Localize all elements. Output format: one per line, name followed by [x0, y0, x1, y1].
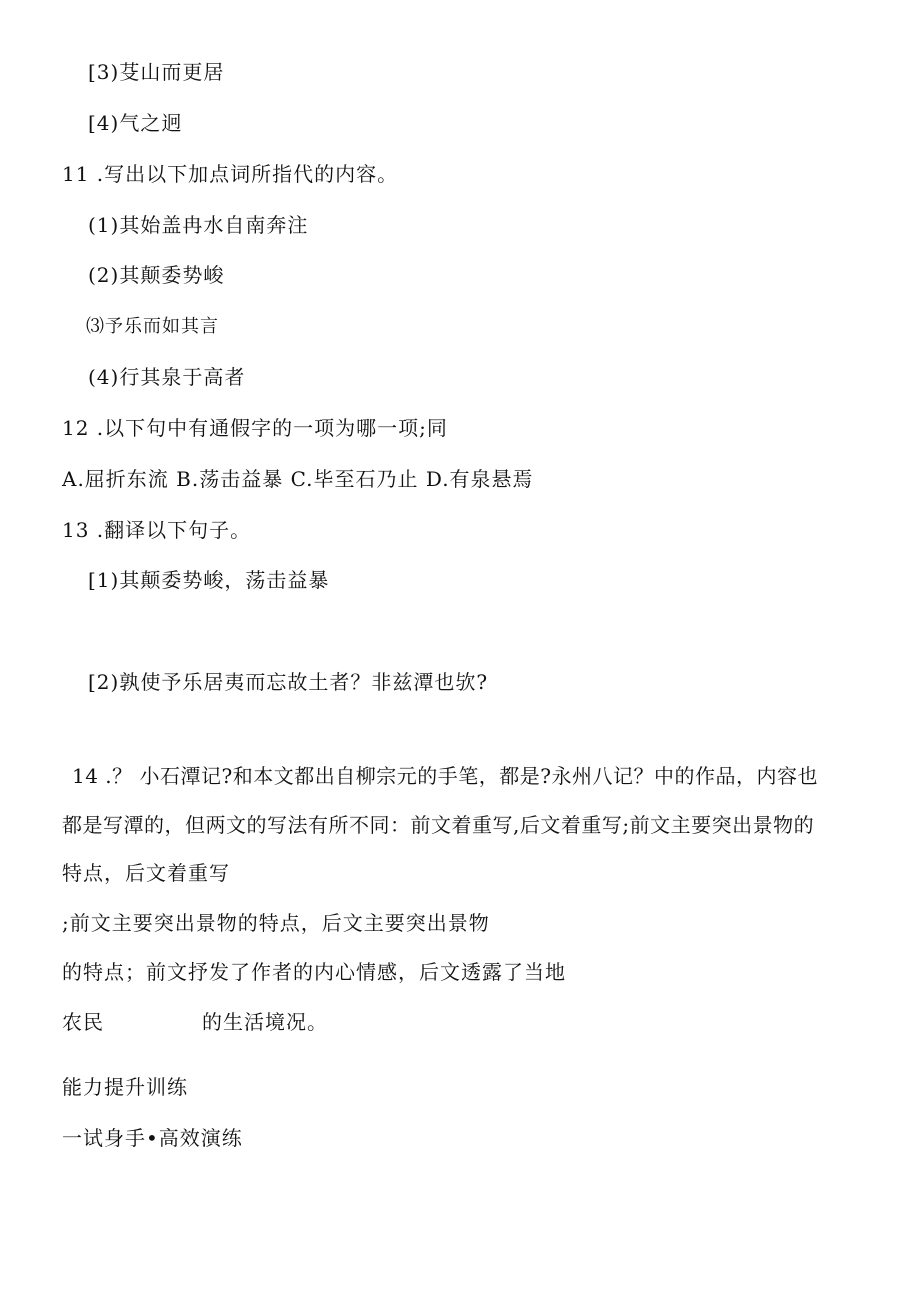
q10-item-4: [4)气之迥 — [88, 111, 183, 135]
q14-line-4: ;前文主要突出景物的特点，后文主要突出景物 — [62, 911, 490, 935]
q12-stem: 12 .以下句中有通假字的一项为哪一项;同 — [62, 416, 448, 440]
q13-item-2: [2)孰使予乐居夷而忘故土者？非兹潭也欤? — [88, 670, 489, 694]
q12-options: A.屈折东流 B.荡击益暴 C.毕至石乃止 D.有泉悬焉 — [62, 467, 534, 491]
q11-item-3: ⑶予乐而如其言 — [86, 316, 219, 337]
q11-item-4: (4)行其泉于高者 — [88, 365, 246, 389]
q10-item-3: [3)芟山而更居 — [88, 60, 225, 84]
q13-item-1: [1)其颠委势峻，荡击益暴 — [88, 568, 330, 592]
q14-line-6-start: 农民 — [62, 1010, 104, 1034]
q13-stem: 13 .翻译以下句子。 — [62, 518, 252, 542]
section-subheading: 一试身手•高效演练 — [62, 1126, 243, 1150]
q14-line-2: 都是写潭的，但两文的写法有所不同：前文着重写,后文着重写;前文主要突出景物的 — [62, 813, 815, 837]
q11-stem: 11 .写出以下加点词所指代的内容。 — [62, 162, 399, 186]
q11-item-2: (2)其颠委势峻 — [88, 263, 225, 287]
q11-item-1: (1)其始盖冉水自南奔注 — [88, 213, 309, 237]
q14-line-6-end: 的生活境况。 — [202, 1010, 328, 1034]
section-heading: 能力提升训练 — [62, 1075, 188, 1099]
q14-line-3: 特点，后文着重写 — [62, 861, 230, 885]
q14-line-1: 14 .？ 小石潭记?和本文都出自柳宗元的手笔，都是?永州八记？中的作品，内容也 — [72, 764, 818, 788]
q14-line-5: 的特点；前文抒发了作者的内心情感，后文透露了当地 — [62, 960, 566, 984]
